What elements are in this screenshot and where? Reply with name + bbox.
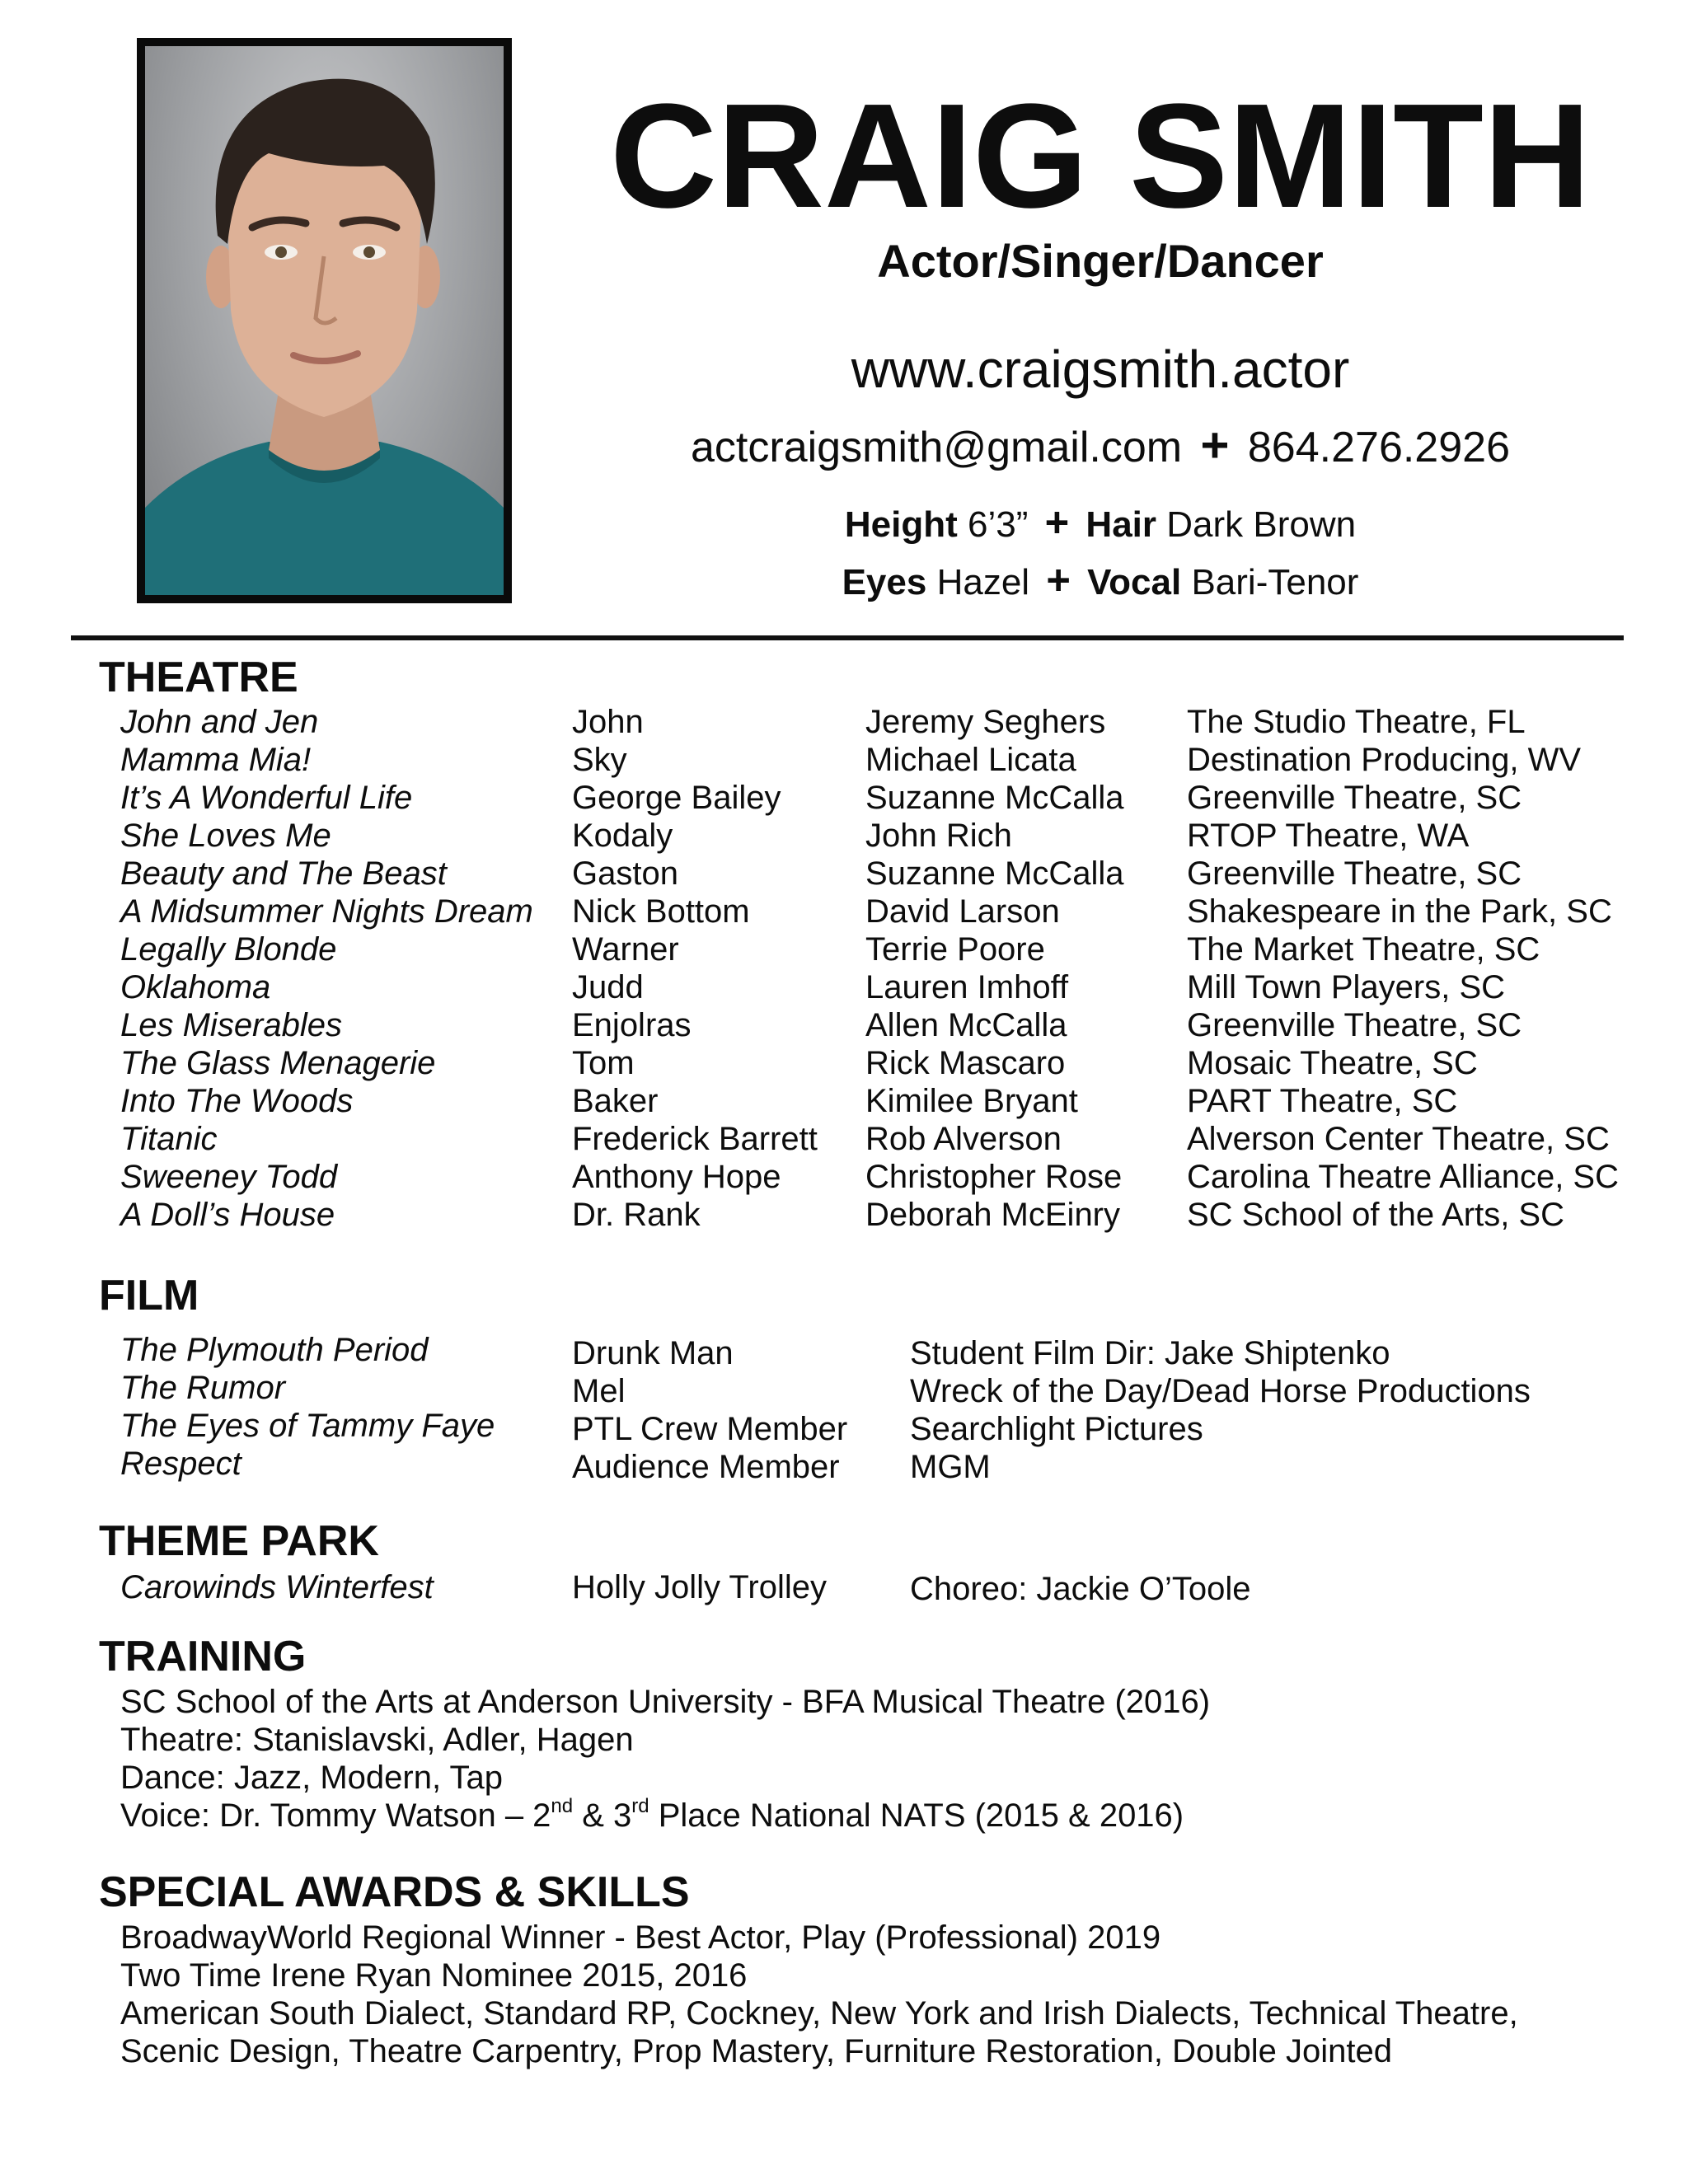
film-title: The Eyes of Tammy Faye <box>120 1408 495 1444</box>
performer-subtitle: Actor/Singer/Dancer <box>877 235 1324 287</box>
training-heading: TRAINING <box>99 1633 307 1680</box>
show-title: Beauty and The Beast <box>120 855 447 892</box>
list-item <box>0 855 1688 893</box>
venue: SC School of the Arts, SC <box>1187 1197 1564 1233</box>
venue: Greenville Theatre, SC <box>1187 780 1522 816</box>
role: Baker <box>572 1083 659 1119</box>
role: Holly Jolly Trolley <box>572 1569 827 1605</box>
list-item <box>0 1158 1688 1196</box>
show-title: Oklahoma <box>120 969 271 1005</box>
director: John Rich <box>865 818 1012 854</box>
show-title: She Loves Me <box>120 818 331 854</box>
role: Warner <box>572 931 679 968</box>
venue: Alverson Center Theatre, SC <box>1187 1121 1610 1157</box>
list-item <box>0 1331 1688 1369</box>
show-title: John and Jen <box>120 704 319 740</box>
role: Audience Member <box>572 1449 840 1485</box>
venue: PART Theatre, SC <box>1187 1083 1458 1119</box>
film-title: Respect <box>120 1446 241 1482</box>
awards-line: BroadwayWorld Regional Winner - Best Actor, Play (Professional) 2019 <box>120 1919 1161 1956</box>
director: Suzanne McCalla <box>865 780 1124 816</box>
film-title: The Plymouth Period <box>120 1332 429 1368</box>
venue: Mill Town Players, SC <box>1187 969 1506 1005</box>
website-link[interactable]: www.craigsmith.actor <box>851 340 1350 399</box>
director: Lauren Imhoff <box>865 969 1069 1005</box>
list-item <box>0 1369 1688 1407</box>
venue: Greenville Theatre, SC <box>1187 1007 1522 1043</box>
header-divider <box>71 635 1624 640</box>
director: Deborah McEinry <box>865 1197 1121 1233</box>
role: Kodaly <box>572 818 673 854</box>
venue: Destination Producing, WV <box>1187 742 1582 778</box>
training-voice-line <box>120 1797 1184 1835</box>
eyes-label: Eyes <box>842 562 927 602</box>
role: Sky <box>572 742 627 778</box>
director: Rob Alverson <box>865 1121 1062 1157</box>
film-heading: FILM <box>99 1272 199 1319</box>
headshot-illustration <box>145 46 504 595</box>
training-line: Dance: Jazz, Modern, Tap <box>120 1760 503 1796</box>
venue: The Studio Theatre, FL <box>1187 704 1526 740</box>
theatre-heading: THEATRE <box>99 654 298 701</box>
separator-plus: + <box>1046 556 1071 603</box>
list-item <box>0 779 1688 817</box>
role: Frederick Barrett <box>572 1121 818 1157</box>
voice-text: & 3 <box>573 1797 632 1834</box>
list-item <box>0 968 1688 1006</box>
show-title: Titanic <box>120 1121 218 1157</box>
venue: Greenville Theatre, SC <box>1187 855 1522 892</box>
role: Gaston <box>572 855 678 892</box>
email-link[interactable]: actcraigsmith@gmail.com <box>691 424 1183 471</box>
role: Dr. Rank <box>572 1197 701 1233</box>
list-item <box>0 817 1688 855</box>
skills-line: American South Dialect, Standard RP, Cockney, New York and Irish Dialects, Technical Theatre, <box>120 1995 1518 2032</box>
list-item <box>0 893 1688 930</box>
ordinal-suffix: nd <box>551 1795 574 1818</box>
venue: Mosaic Theatre, SC <box>1187 1045 1478 1081</box>
contact-line <box>560 419 1640 474</box>
director: Kimilee Bryant <box>865 1083 1078 1119</box>
list-item <box>0 1407 1688 1445</box>
show-title: A Midsummer Nights Dream <box>120 893 533 930</box>
show-title: It’s A Wonderful Life <box>120 780 413 816</box>
show-title: The Glass Menagerie <box>120 1045 436 1081</box>
vocal-label: Vocal <box>1087 562 1182 602</box>
list-item <box>0 1568 1688 1606</box>
role: Drunk Man <box>572 1335 734 1371</box>
production: Wreck of the Day/Dead Horse Productions <box>910 1373 1531 1409</box>
production: Student Film Dir: Jake Shiptenko <box>910 1335 1390 1371</box>
director: Allen McCalla <box>865 1007 1067 1043</box>
list-item <box>0 1082 1688 1120</box>
director: David Larson <box>865 893 1060 930</box>
list-item <box>0 1445 1688 1483</box>
eyes-value: Hazel <box>936 562 1030 602</box>
role: Nick Bottom <box>572 893 750 930</box>
stats-line-2 <box>560 557 1640 606</box>
director: Christopher Rose <box>865 1159 1123 1195</box>
role: PTL Crew Member <box>572 1411 848 1447</box>
performer-name: CRAIG SMITH <box>610 73 1591 239</box>
list-item <box>0 930 1688 968</box>
show-title: Into The Woods <box>120 1083 354 1119</box>
vocal-value: Bari-Tenor <box>1191 562 1359 602</box>
list-item <box>0 1044 1688 1082</box>
awards-line: Two Time Irene Ryan Nominee 2015, 2016 <box>120 1957 748 1994</box>
role: George Bailey <box>572 780 781 816</box>
director: Michael Licata <box>865 742 1076 778</box>
phone-number[interactable]: 864.276.2926 <box>1247 424 1510 471</box>
role: Mel <box>572 1373 626 1409</box>
hair-value: Dark Brown <box>1166 504 1357 545</box>
role: John <box>572 704 644 740</box>
height-label: Height <box>844 504 958 545</box>
height-value: 6’3” <box>968 504 1029 545</box>
list-item <box>0 703 1688 741</box>
headshot-frame <box>137 38 512 603</box>
choreographer: Choreo: Jackie O’Toole <box>910 1571 1251 1607</box>
venue: The Market Theatre, SC <box>1187 931 1540 968</box>
stats-line-1 <box>560 499 1640 548</box>
training-line: SC School of the Arts at Anderson University - BFA Musical Theatre (2016) <box>120 1684 1211 1720</box>
role: Judd <box>572 969 644 1005</box>
director: Terrie Poore <box>865 931 1045 968</box>
venue: Carolina Theatre Alliance, SC <box>1187 1159 1619 1195</box>
role: Anthony Hope <box>572 1159 781 1195</box>
theme-park-heading: THEME PARK <box>99 1517 379 1565</box>
awards-heading: SPECIAL AWARDS & SKILLS <box>99 1868 690 1916</box>
venue: RTOP Theatre, WA <box>1187 818 1470 854</box>
role: Tom <box>572 1045 635 1081</box>
park-event: Carowinds Winterfest <box>120 1569 434 1605</box>
show-title: Legally Blonde <box>120 931 337 968</box>
skills-line: Scenic Design, Theatre Carpentry, Prop Mastery, Furniture Restoration, Double Jointed <box>120 2033 1392 2069</box>
venue: Shakespeare in the Park, SC <box>1187 893 1612 930</box>
film-title: The Rumor <box>120 1370 286 1406</box>
voice-text: Voice: Dr. Tommy Watson – 2 <box>120 1797 551 1834</box>
training-line: Theatre: Stanislavski, Adler, Hagen <box>120 1722 634 1758</box>
production: MGM <box>910 1449 991 1485</box>
headshot-photo <box>145 46 504 595</box>
director: Jeremy Seghers <box>865 704 1106 740</box>
list-item <box>0 1196 1688 1234</box>
hair-label: Hair <box>1085 504 1157 545</box>
list-item <box>0 1120 1688 1158</box>
voice-text: Place National NATS (2015 & 2016) <box>649 1797 1184 1834</box>
list-item <box>0 1006 1688 1044</box>
show-title: A Doll’s House <box>120 1197 335 1233</box>
ordinal-suffix: rd <box>631 1795 649 1818</box>
separator-plus: + <box>1200 417 1230 472</box>
separator-plus: + <box>1044 499 1070 546</box>
show-title: Mamma Mia! <box>120 742 312 778</box>
list-item <box>0 741 1688 779</box>
director: Rick Mascaro <box>865 1045 1066 1081</box>
director: Suzanne McCalla <box>865 855 1124 892</box>
production: Searchlight Pictures <box>910 1411 1203 1447</box>
role: Enjolras <box>572 1007 692 1043</box>
show-title: Les Miserables <box>120 1007 343 1043</box>
show-title: Sweeney Todd <box>120 1159 338 1195</box>
